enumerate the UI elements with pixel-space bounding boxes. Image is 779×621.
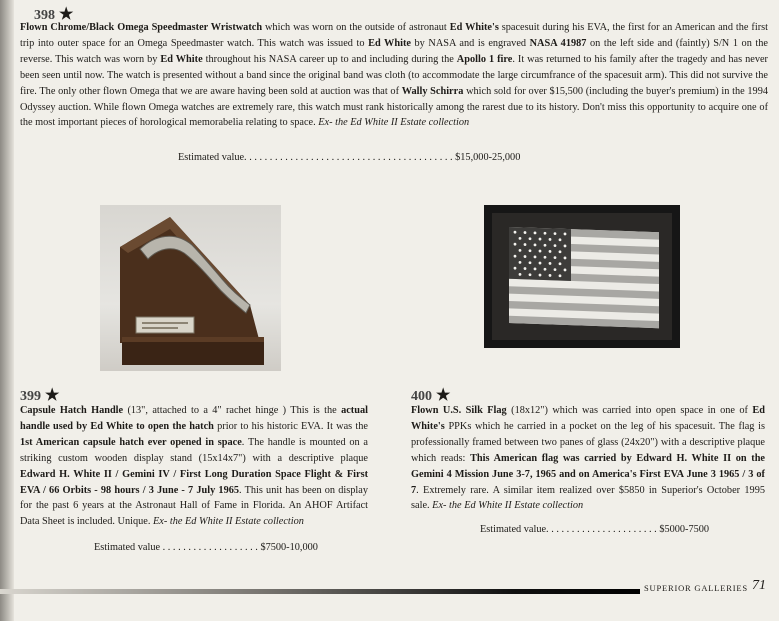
frame-mat [492,213,672,340]
desc-bold: Ed White [368,37,411,49]
flag-photo [484,205,680,348]
desc-bold: Apollo 1 fire [456,53,513,65]
desc-bold: Ed White [160,53,203,65]
lot-400-header [411,385,450,405]
lot-399-header [20,385,59,405]
desc-bold: Ed White's [411,405,765,432]
desc-text: prior to his historic EVA. It was the [213,420,368,432]
provenance-text: Ex- the Ed White II Estate collection [318,117,470,129]
desc-bold: Wally Schirra [401,85,464,97]
desc-text: which sold for over $15,500 (including the buyer's premium) in the 1994 Odyssey auction. While flown Omega watches are extremely rare, this watch must rank historically among the rarest due to its history. Don't miss this opportunity to acquire one of the most important pieces of horological memorabelia relating to space. [20,85,769,129]
lot-399-description [20,403,368,530]
desc-text: spacesuit during his EVA, the first for an American and the first trip into outer space for an Omega Speedmaster watch. This watch was issued to [20,22,768,49]
provenance-text: Ex- the Ed White II Estate collection [152,516,304,528]
lot-400-estimate: Estimated value. . . . . . . . . . . . . . . . . . . . . . $5000-7500 [480,524,710,535]
desc-text: (18x12") which was carried into open space in one of [506,405,753,416]
lot-398-estimate: Estimated value. . . . . . . . . . . . . . . . . . . . . . . . . . . . . . . . . . . . . . . . . $15,000-25,000 [178,152,521,163]
star-icon: ★ [45,387,60,404]
star-icon: ★ [436,387,451,404]
desc-text: PPKs which he carried in a pocket on the leg of his spacesuit. The flag is professionally framed between two panes of glass (24x20") with a descriptive plaque which reads: [411,420,765,464]
flag-illustration [492,213,672,340]
lot-400-description [411,403,765,514]
lot-398-description [20,20,768,131]
desc-bold: 1st American capsule hatch ever opened in space [20,436,242,448]
desc-bold: actual handle used by Ed White to open the hatch [20,405,368,432]
footer-rule [0,589,640,594]
page-gutter-shadow [0,0,14,621]
provenance-text: Ex- the Ed White II Estate collection [432,500,584,512]
lot-number: 400 [411,389,432,404]
desc-text: which was worn on the outside of astronaut [262,22,450,33]
desc-bold: NASA 41987 [529,37,587,49]
desc-text: by NASA and is engraved [410,37,530,49]
page-number: 71 [752,578,766,593]
hatch-handle-photo [100,205,281,371]
lot-title: Flown U.S. Silk Flag [411,405,507,416]
hatch-handle-illustration [100,205,281,371]
lot-number: 399 [20,389,41,404]
desc-text: . This unit has been on display for the past 6 years at the Astronaut Hall of Fame in Florida. An AHOF Artifact Data Sheet is included. Unique. [20,484,368,528]
desc-bold: Ed White's [449,22,499,33]
star-icon: ★ [59,6,74,23]
desc-bold: Edward H. White II / Gemini IV / First Long Duration Space Flight & First EVA / 66 Orbits - 98 hours / 3 June - 7 July 1965 [20,468,368,496]
desc-text: throughout his NASA career up to and including during the [202,53,457,65]
desc-text: . Extremely rare. A similar item realized over $5850 in Superior's October 1995 sale. [411,484,765,512]
desc-bold: This American flag was carried by Edward H. White II on the Gemini 4 Mission June 3-7, 1965 and on America's First EVA June 3 1965 / 3 of 7 [411,452,765,496]
desc-text: . The handle is mounted on a striking custom wooden display stand (15x14x7") with a descriptive plaque [20,436,368,464]
desc-text: on the left side and (faintly) S/N 1 on the reverse. This watch was worn by [20,37,768,65]
desc-text: . It was returned to his family after the tragedy and has never been seen until now. The watch is presented without a band since the original band was cloth (to accommodate the large circumfrance of the spacesuit arm). This did not survive the fire. The only other flown Omega that we are aware having been sold at auction was that of [20,53,768,97]
lot-number: 398 [34,8,55,23]
desc-text: (13", attached to a 4" rachet hinge ) This is the [123,405,342,416]
lot-399-estimate: Estimated value . . . . . . . . . . . . . . . . . . . $7500-10,000 [94,542,318,553]
lot-title: Flown Chrome/Black Omega Speedmaster Wristwatch [20,22,263,33]
lot-title: Capsule Hatch Handle [20,405,124,416]
footer-brand: SUPERIOR GALLERIES [644,583,748,593]
